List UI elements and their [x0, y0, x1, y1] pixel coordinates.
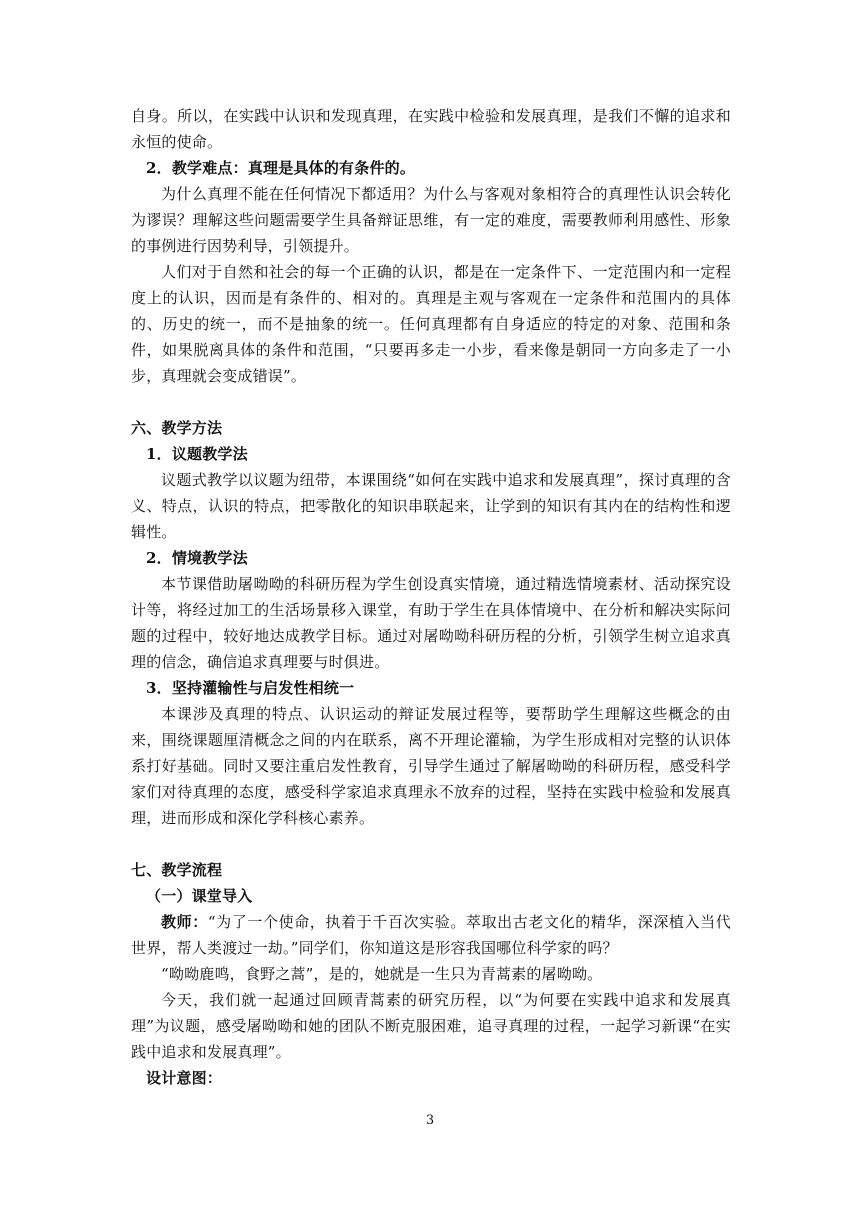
section-spacer — [131, 389, 731, 415]
page-body — [131, 103, 731, 1091]
heading-method-1: 1．议题教学法 — [146, 445, 248, 463]
heading-class-intro: （一）课堂导入 — [146, 887, 253, 905]
heading-design-intent: 设计意图： — [146, 1069, 223, 1087]
page-number: 3 — [425, 1113, 435, 1128]
teacher-label: 教师： — [161, 913, 208, 931]
paragraph-difficulty-2: 人们对于自然和社会的每一个正确的认识，都是在一定条件下、一定范围内和一定程度上的认识，因而是有条件的、相对的。真理是主观与客观在一定条件和范围内的具体的、历史的统一，而不是抽象的统一。任何真理都有自身适应的特定的对象、范围和条件，如果脱离具体的条件和范围，“只要再多走一小步，看来像是朝同一方向多走了一小步，真理就会变成错误”。 — [131, 263, 731, 385]
paragraph-difficulty-1: 为什么真理不能在任何情况下都适用？为什么与客观对象相符合的真理性认识会转化为谬误？理解这些问题需要学生具备辩证思维，有一定的难度，需要教师利用感性、形象的事例进行因势利导，引领提升。 — [131, 185, 731, 255]
teacher-text: “为了一个使命，执着于千百次实验。萃取出古老文化的精华，深深植入当代世界，帮人类渡过一劫。”同学们，你知道这是形容我国哪位科学家的吗？ — [131, 913, 731, 957]
paragraph-method-2: 本节课借助屠呦呦的科研历程为学生创设真实情境，通过精选情境素材、活动探究设计等，将经过加工的生活场景移入课堂，有助于学生在具体情境中、在分析和解决实际问题的过程中，较好地达成教学目标。通过对屠呦呦科研历程的分析，引领学生树立追求真理的信念，确信追求真理要与时俱进。 — [131, 575, 731, 671]
paragraph-continuation: 自身。所以，在实践中认识和发现真理，在实践中检验和发展真理，是我们不懈的追求和永恒的使命。 — [131, 107, 731, 151]
heading-teaching-difficulty: 2．教学难点：真理是具体的有条件的。 — [146, 159, 416, 177]
paragraph-method-1: 议题式教学以议题为纽带，本课围绕“如何在实践中追求和发展真理”，探讨真理的含义、特点，认识的特点，把零散化的知识串联起来，让学到的知识有其内在的结构性和逻辑性。 — [131, 471, 731, 541]
paragraph-teacher-intro — [131, 909, 731, 961]
heading-method-3: 3．坚持灌输性与启发性相统一 — [146, 679, 355, 697]
paragraph-method-3: 本课涉及真理的特点、认识运动的辩证发展过程等，要帮助学生理解这些概念的由来，围绕课题厘清概念之间的内在联系，离不开理论灌输，为学生形成相对完整的认识体系打好基础。同时又要注重启发性教育，引导学生通过了解屠呦呦的科研历程，感受科学家们对待真理的态度，感受科学家追求真理永不放弃的过程，坚持在实践中检验和发展真理，进而形成和深化学科核心素养。 — [131, 705, 731, 827]
paragraph-today: 今天，我们就一起通过回顾青蒿素的研究历程，以“为何要在实践中追求和发展真理”为议题，感受屠呦呦和她的团队不断克服困难，追寻真理的过程，一起学习新课“在实践中追求和发展真理”。 — [131, 991, 731, 1061]
heading-teaching-methods: 六、教学方法 — [131, 419, 223, 437]
section-spacer — [131, 831, 731, 857]
heading-teaching-process: 七、教学流程 — [131, 861, 223, 879]
heading-method-2: 2．情境教学法 — [146, 549, 248, 567]
paragraph-deer-quote: “呦呦鹿鸣，食野之蒿”，是的，她就是一生只为青蒿素的屠呦呦。 — [161, 965, 603, 983]
